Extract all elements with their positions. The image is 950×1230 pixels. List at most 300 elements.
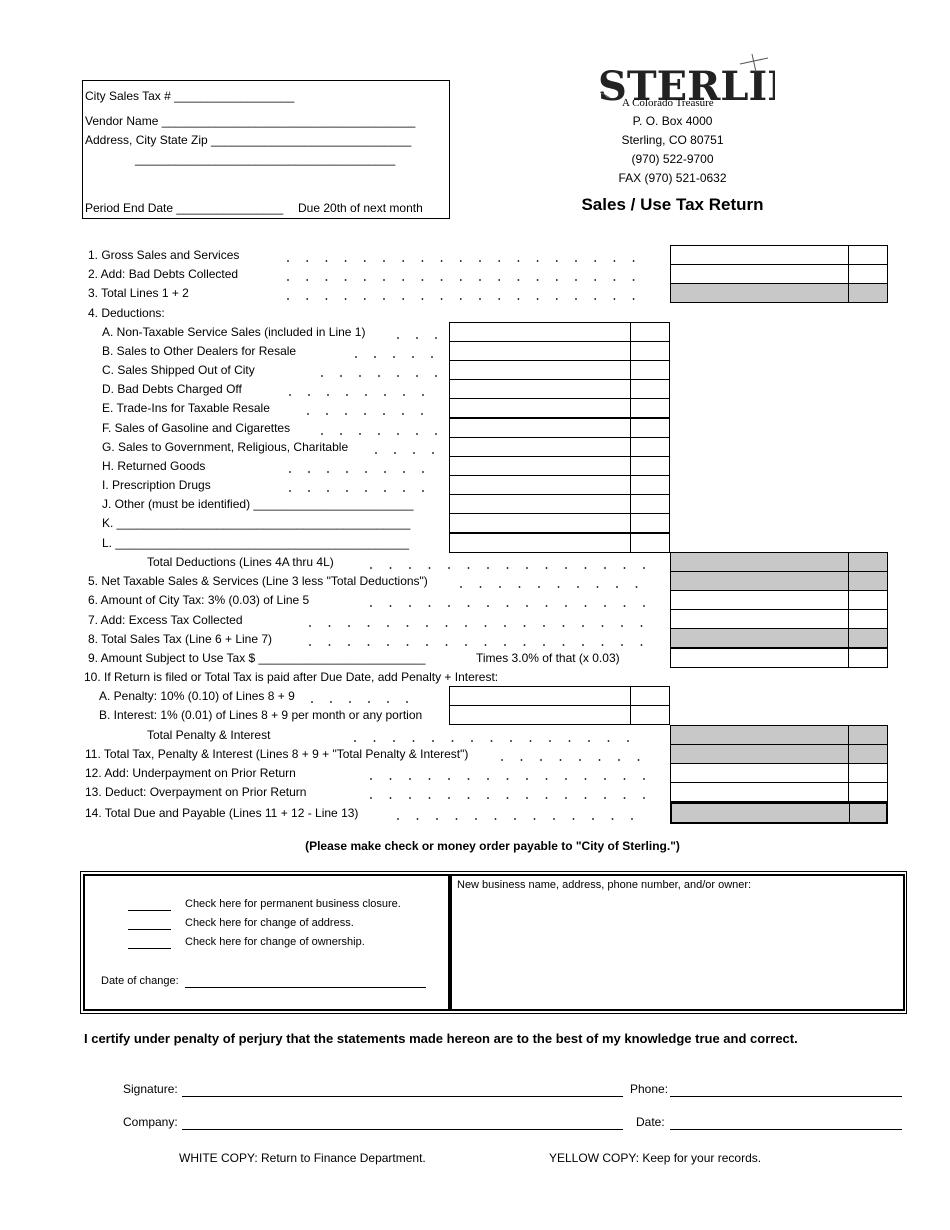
- line-13-amount-box[interactable]: [670, 782, 888, 802]
- leader-dot: [326, 260, 328, 262]
- leader-dot: [417, 818, 419, 820]
- leader-dot: [460, 586, 462, 588]
- leader-dot: [384, 471, 386, 473]
- leader-dot: [370, 605, 372, 607]
- leader-dot: [553, 818, 555, 820]
- leader-dot: [403, 394, 405, 396]
- leader-dot: [585, 567, 587, 569]
- leader-dot: [621, 625, 623, 627]
- leader-dot: [575, 260, 577, 262]
- payable-note: (Please make check or money order payable to "City of Sterling."): [305, 839, 680, 853]
- leader-dot: [387, 701, 389, 703]
- leader-dot: [537, 279, 539, 281]
- leader-dot: [519, 586, 521, 588]
- leader-dot: [487, 778, 489, 780]
- leader-dot: [364, 298, 366, 300]
- leader-dot: [499, 586, 501, 588]
- leader-dot: [624, 605, 626, 607]
- leader-dot: [429, 778, 431, 780]
- leader-dot: [406, 701, 408, 703]
- leader-dot: [510, 740, 512, 742]
- leader-dot: [480, 586, 482, 588]
- cents-divider: [630, 342, 631, 360]
- cents-divider: [630, 438, 631, 456]
- leader-dot: [346, 490, 348, 492]
- leader-dot: [340, 375, 342, 377]
- leader-dot: [365, 471, 367, 473]
- cents-divider: [848, 284, 849, 302]
- leader-dot: [407, 644, 409, 646]
- line-4a-amount-box[interactable]: [449, 322, 670, 342]
- leader-dot: [413, 740, 415, 742]
- line-10b-label: B. Interest: 1% (0.01) of Lines 8 + 9 per month or any portion: [99, 708, 423, 722]
- leader-dot: [345, 260, 347, 262]
- leader-dot: [354, 740, 356, 742]
- cents-divider: [630, 380, 631, 398]
- line-4b-label: B. Sales to Other Dealers for Resale: [102, 344, 297, 358]
- line-4f-label: F. Sales of Gasoline and Cigarettes: [102, 421, 291, 435]
- leader-dot: [359, 375, 361, 377]
- cents-divider: [630, 706, 631, 724]
- total-penalty-label: Total Penalty & Interest: [147, 728, 271, 742]
- po-box: P. O. Box 4000: [632, 114, 713, 128]
- leader-dot: [390, 605, 392, 607]
- leader-dot: [378, 375, 380, 377]
- leader-dot: [556, 279, 558, 281]
- yellow-copy-note: YELLOW COPY: Keep for your records.: [549, 1151, 762, 1165]
- leader-dot: [364, 260, 366, 262]
- leader-dot: [345, 298, 347, 300]
- leader-dot: [608, 740, 610, 742]
- line-7-amount-box[interactable]: [670, 609, 888, 629]
- leader-dot: [577, 586, 579, 588]
- leader-dot: [426, 644, 428, 646]
- leader-dot: [287, 279, 289, 281]
- leader-dot: [426, 625, 428, 627]
- leader-dot: [397, 337, 399, 339]
- line-3-amount-box[interactable]: [670, 283, 888, 303]
- leader-dot: [594, 260, 596, 262]
- line-11-amount-box[interactable]: [670, 744, 888, 764]
- cents-divider: [630, 361, 631, 379]
- leader-dot: [594, 298, 596, 300]
- leader-dot: [556, 298, 558, 300]
- leader-dot: [407, 625, 409, 627]
- leader-dot: [375, 452, 377, 454]
- leader-dot: [498, 260, 500, 262]
- leader-dot: [514, 818, 516, 820]
- leader-dot: [390, 778, 392, 780]
- leader-dot: [327, 471, 329, 473]
- leader-dot: [289, 394, 291, 396]
- leader-dot: [614, 298, 616, 300]
- leader-dot: [330, 701, 332, 703]
- leader-dot: [308, 490, 310, 492]
- leader-dot: [436, 818, 438, 820]
- line-4l-amount-box[interactable]: [449, 533, 670, 553]
- leader-dot: [604, 778, 606, 780]
- leader-dot: [460, 260, 462, 262]
- cents-divider: [848, 591, 849, 609]
- leader-dot: [616, 586, 618, 588]
- leader-dot: [446, 625, 448, 627]
- leader-dot: [421, 413, 423, 415]
- leader-dot: [575, 279, 577, 281]
- cents-divider: [630, 399, 631, 417]
- leader-dot: [329, 625, 331, 627]
- leader-dot: [346, 471, 348, 473]
- leader-dot: [368, 701, 370, 703]
- cents-divider: [849, 804, 850, 822]
- leader-dot: [306, 260, 308, 262]
- leader-dot: [390, 567, 392, 569]
- leader-dot: [624, 797, 626, 799]
- leader-dot: [402, 260, 404, 262]
- line-4c-amount-box[interactable]: [449, 360, 670, 380]
- leader-dot: [435, 375, 437, 377]
- leader-dot: [538, 586, 540, 588]
- leader-dot: [604, 797, 606, 799]
- leader-dot: [402, 279, 404, 281]
- leader-dot: [518, 298, 520, 300]
- leader-dot: [368, 644, 370, 646]
- date-of-change-field[interactable]: [185, 987, 426, 988]
- leader-dot: [384, 490, 386, 492]
- leader-dot: [409, 797, 411, 799]
- cents-divider: [848, 783, 849, 801]
- line-10-label: 10. If Return is filed or Total Tax is paid after Due Date, add Penalty + Interest:: [84, 670, 499, 684]
- line-10b-amount-box[interactable]: [449, 705, 670, 725]
- line-4j-amount-box[interactable]: [449, 494, 670, 514]
- leader-dot: [479, 260, 481, 262]
- line-6-label: 6. Amount of City Tax: 3% (0.03) of Line 5: [88, 593, 310, 607]
- logo-tagline: A Colorado Treasure: [622, 97, 714, 109]
- phone-number: (970) 522-9700: [631, 152, 714, 166]
- leader-dot: [289, 471, 291, 473]
- leader-dot: [349, 701, 351, 703]
- city-state-zip: Sterling, CO 80751: [621, 133, 724, 147]
- leader-dot: [387, 625, 389, 627]
- leader-dot: [526, 567, 528, 569]
- leader-dot: [326, 298, 328, 300]
- leader-dot: [643, 567, 645, 569]
- closure-label: Check here for permanent business closure.: [185, 898, 401, 910]
- leader-dot: [565, 778, 567, 780]
- leader-dot: [364, 413, 366, 415]
- line-12-amount-box[interactable]: [670, 763, 888, 783]
- leader-dot: [585, 797, 587, 799]
- leader-dot: [507, 605, 509, 607]
- cents-divider: [630, 495, 631, 513]
- address-field[interactable]: Address, City State Zip ______________________________: [85, 133, 412, 147]
- leader-dot: [287, 260, 289, 262]
- leader-dot: [534, 818, 536, 820]
- leader-dot: [435, 433, 437, 435]
- leader-dot: [573, 818, 575, 820]
- leader-dot: [643, 797, 645, 799]
- leader-dot: [468, 567, 470, 569]
- leader-dot: [485, 644, 487, 646]
- leader-dot: [409, 567, 411, 569]
- line-4e-label: E. Trade-Ins for Taxable Resale: [102, 401, 270, 415]
- line-1-amount-box[interactable]: [670, 245, 888, 265]
- leader-dot: [413, 452, 415, 454]
- line-10a-amount-box[interactable]: [449, 686, 670, 706]
- leader-dot: [306, 298, 308, 300]
- cents-divider: [848, 726, 849, 744]
- leader-dot: [383, 260, 385, 262]
- leader-dot: [498, 279, 500, 281]
- leader-dot: [397, 818, 399, 820]
- line-4i-amount-box[interactable]: [449, 475, 670, 495]
- leader-dot: [452, 740, 454, 742]
- leader-dot: [537, 260, 539, 262]
- leader-dot: [307, 413, 309, 415]
- leader-dot: [435, 337, 437, 339]
- leader-dot: [471, 740, 473, 742]
- line-4l-label[interactable]: L. ____________________________________________: [102, 536, 409, 550]
- leader-dot: [475, 818, 477, 820]
- leader-dot: [359, 433, 361, 435]
- leader-dot: [604, 567, 606, 569]
- ownership-change-label: Check here for change of ownership.: [185, 936, 365, 948]
- leader-dot: [348, 625, 350, 627]
- leader-dot: [585, 605, 587, 607]
- line-4h-amount-box[interactable]: [449, 456, 670, 476]
- leader-dot: [403, 471, 405, 473]
- line-5-amount-box[interactable]: [670, 571, 888, 591]
- line-9-amount-box[interactable]: [670, 648, 888, 668]
- leader-dot: [393, 740, 395, 742]
- leader-dot: [530, 740, 532, 742]
- cents-divider: [630, 323, 631, 341]
- leader-dot: [416, 375, 418, 377]
- leader-dot: [370, 797, 372, 799]
- new-business-box[interactable]: [450, 874, 905, 1011]
- leader-dot: [592, 818, 594, 820]
- leader-dot: [495, 818, 497, 820]
- leader-dot: [402, 413, 404, 415]
- leader-dot: [309, 625, 311, 627]
- leader-dot: [643, 605, 645, 607]
- leader-dot: [397, 433, 399, 435]
- line-10a-label: A. Penalty: 10% (0.10) of Lines 8 + 9: [99, 689, 295, 703]
- leader-dot: [504, 625, 506, 627]
- line-5-label: 5. Net Taxable Sales & Services (Line 3 less "Total Deductions"): [88, 574, 428, 588]
- line-4e-amount-box[interactable]: [449, 398, 670, 418]
- line-4b-amount-box[interactable]: [449, 341, 670, 361]
- leader-dot: [321, 375, 323, 377]
- leader-dot: [448, 797, 450, 799]
- line-4j-label[interactable]: J. Other (must be identified) ________________________: [102, 497, 414, 511]
- leader-dot: [383, 413, 385, 415]
- leader-dot: [308, 394, 310, 396]
- leader-dot: [524, 625, 526, 627]
- leader-dot: [498, 298, 500, 300]
- address-line2-field[interactable]: _______________________________________: [135, 152, 396, 166]
- leader-dot: [448, 778, 450, 780]
- line-9-label[interactable]: 9. Amount Subject to Use Tax $ _________________________: [88, 651, 426, 665]
- total-deductions-amount-box[interactable]: [670, 552, 888, 572]
- leader-dot: [491, 740, 493, 742]
- leader-dot: [340, 433, 342, 435]
- leader-dot: [365, 490, 367, 492]
- leader-dot: [374, 740, 376, 742]
- cents-divider: [848, 764, 849, 782]
- leader-dot: [384, 394, 386, 396]
- leader-dot: [549, 740, 551, 742]
- leader-dot: [565, 797, 567, 799]
- leader-dot: [329, 644, 331, 646]
- leader-dot: [618, 759, 620, 761]
- leader-dot: [393, 356, 395, 358]
- leader-dot: [602, 644, 604, 646]
- date-of-change-label: Date of change:: [101, 975, 179, 987]
- leader-dot: [468, 778, 470, 780]
- line-4k-amount-box[interactable]: [449, 513, 670, 533]
- leader-dot: [558, 586, 560, 588]
- leader-dot: [422, 298, 424, 300]
- closure-checkbox[interactable]: [128, 910, 171, 911]
- leader-dot: [321, 433, 323, 435]
- total-penalty-amount-box[interactable]: [670, 725, 888, 745]
- line-11-label: 11. Total Tax, Penalty & Interest (Lines 8 + 9 + "Total Penalty & Interest"): [85, 747, 469, 761]
- leader-dot: [524, 644, 526, 646]
- address-checkbox[interactable]: [128, 929, 171, 930]
- leader-dot: [546, 605, 548, 607]
- leader-dot: [390, 797, 392, 799]
- leader-dot: [416, 433, 418, 435]
- leader-dot: [487, 605, 489, 607]
- leader-dot: [326, 413, 328, 415]
- date-field[interactable]: [670, 1129, 902, 1130]
- leader-dot: [526, 778, 528, 780]
- date-label: Date:: [636, 1115, 665, 1129]
- leader-dot: [627, 740, 629, 742]
- leader-dot: [456, 818, 458, 820]
- leader-dot: [309, 644, 311, 646]
- leader-dot: [394, 452, 396, 454]
- leader-dot: [441, 298, 443, 300]
- leader-dot: [507, 797, 509, 799]
- leader-dot: [409, 605, 411, 607]
- line-3-label: 3. Total Lines 1 + 2: [88, 286, 189, 300]
- fax-number: FAX (970) 521-0632: [618, 171, 727, 185]
- line-1-label: 1. Gross Sales and Services: [88, 248, 240, 262]
- line-4a-label: A. Non-Taxable Service Sales (included in Line 1): [102, 325, 366, 339]
- leader-dot: [614, 260, 616, 262]
- leader-dot: [429, 605, 431, 607]
- phone-field[interactable]: [670, 1096, 902, 1097]
- ownership-checkbox[interactable]: [128, 948, 171, 949]
- line-2-amount-box[interactable]: [670, 264, 888, 284]
- line-7-label: 7. Add: Excess Tax Collected: [88, 613, 243, 627]
- leader-dot: [311, 701, 313, 703]
- leader-dot: [383, 279, 385, 281]
- leader-dot: [387, 644, 389, 646]
- leader-dot: [460, 298, 462, 300]
- leader-dot: [468, 605, 470, 607]
- cents-divider: [630, 476, 631, 494]
- leader-dot: [460, 279, 462, 281]
- line-6-amount-box[interactable]: [670, 590, 888, 610]
- cents-divider: [630, 534, 631, 552]
- line-12-label: 12. Add: Underpayment on Prior Return: [85, 766, 296, 780]
- leader-dot: [432, 740, 434, 742]
- leader-dot: [327, 394, 329, 396]
- leader-dot: [563, 644, 565, 646]
- vendor-name-field[interactable]: Vendor Name ______________________________________: [85, 114, 416, 128]
- leader-dot: [446, 644, 448, 646]
- line-9-times: Times 3.0% of that (x 0.03): [476, 651, 620, 665]
- leader-dot: [604, 605, 606, 607]
- leader-dot: [441, 279, 443, 281]
- leader-dot: [429, 567, 431, 569]
- line-4k-label[interactable]: K. ____________________________________________: [102, 516, 411, 530]
- line-4g-amount-box[interactable]: [449, 437, 670, 457]
- leader-dot: [501, 759, 503, 761]
- cents-divider: [848, 553, 849, 571]
- leader-dot: [432, 452, 434, 454]
- certification-statement: I certify under penalty of perjury that the statements made hereon are to the best of my knowledge true and correct.: [84, 1031, 798, 1046]
- leader-dot: [355, 356, 357, 358]
- cents-divider: [848, 246, 849, 264]
- line-2-label: 2. Add: Bad Debts Collected: [88, 267, 239, 281]
- leader-dot: [614, 279, 616, 281]
- city-sales-tax-field[interactable]: City Sales Tax # __________________: [85, 89, 295, 103]
- line-4f-amount-box[interactable]: [449, 418, 670, 438]
- leader-dot: [485, 625, 487, 627]
- white-copy-note: WHITE COPY: Return to Finance Department.: [179, 1151, 426, 1165]
- line-4d-amount-box[interactable]: [449, 379, 670, 399]
- address-change-label: Check here for change of address.: [185, 917, 354, 929]
- leader-dot: [599, 759, 601, 761]
- leader-dot: [624, 567, 626, 569]
- period-end-date-field[interactable]: Period End Date ________________: [85, 201, 284, 215]
- leader-dot: [546, 797, 548, 799]
- leader-dot: [306, 279, 308, 281]
- leader-dot: [624, 778, 626, 780]
- line-4d-label: D. Bad Debts Charged Off: [102, 382, 242, 396]
- leader-dot: [345, 279, 347, 281]
- line-8-amount-box[interactable]: [670, 628, 888, 648]
- leader-dot: [416, 337, 418, 339]
- leader-dot: [378, 433, 380, 435]
- signature-field[interactable]: [182, 1096, 623, 1097]
- line-14-label: 14. Total Due and Payable (Lines 11 + 12 - Line 13): [85, 806, 359, 820]
- line-14-amount-box[interactable]: [670, 802, 888, 824]
- line-4-label: 4. Deductions:: [88, 306, 165, 320]
- leader-dot: [422, 394, 424, 396]
- leader-dot: [308, 471, 310, 473]
- leader-dot: [409, 778, 411, 780]
- leader-dot: [397, 375, 399, 377]
- cents-divider: [630, 514, 631, 532]
- signature-label: Signature:: [123, 1082, 178, 1096]
- leader-dot: [588, 740, 590, 742]
- leader-dot: [579, 759, 581, 761]
- company-field[interactable]: [182, 1129, 623, 1130]
- leader-dot: [448, 605, 450, 607]
- leader-dot: [518, 279, 520, 281]
- leader-dot: [348, 644, 350, 646]
- leader-dot: [540, 759, 542, 761]
- cents-divider: [848, 265, 849, 283]
- cents-divider: [630, 457, 631, 475]
- form-title: Sales / Use Tax Return: [581, 195, 764, 214]
- leader-dot: [569, 740, 571, 742]
- leader-dot: [479, 298, 481, 300]
